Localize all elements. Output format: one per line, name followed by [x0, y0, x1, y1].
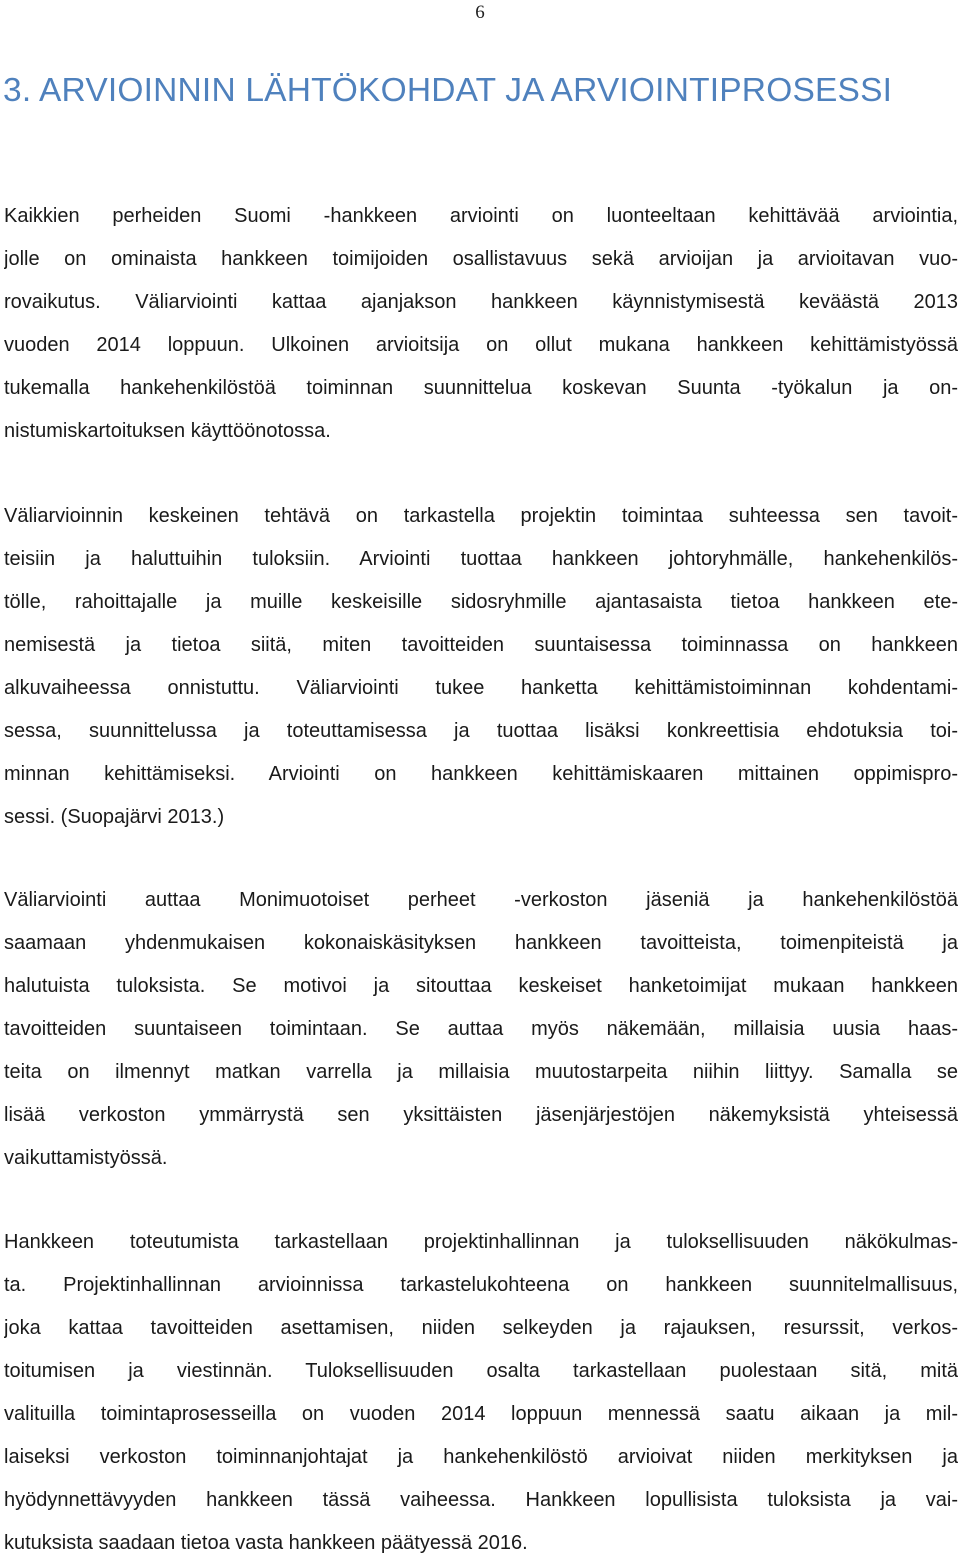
- text-line: vaikuttamistyössä.: [4, 1147, 168, 1169]
- paragraph-2: [4, 495, 958, 839]
- text-line: minnan kehittämiseksi. Arviointi on hankkeen kehittämiskaaren mittainen oppimispro-: [4, 763, 958, 785]
- text-line: kutuksista saadaan tietoa vasta hankkeen päätyessä 2016.: [4, 1532, 528, 1554]
- text-line: joka kattaa tavoitteiden asettamisen, niiden selkeyden ja rajauksen, resurssit, verkos-: [4, 1317, 958, 1339]
- text-line: laiseksi verkoston toiminnanjohtajat ja hankehenkilöstö arvioivat niiden merkityksen ja: [4, 1446, 958, 1468]
- paragraph-3: [4, 879, 958, 1180]
- paragraph-4: [4, 1221, 958, 1565]
- text-line: teisiin ja haluttuihin tuloksiin. Arviointi tuottaa hankkeen johtoryhmälle, hankehenkilös-: [4, 548, 958, 570]
- text-line: vuoden 2014 loppuun. Ulkoinen arvioitsija on ollut mukana hankkeen kehittämistyössä: [4, 334, 958, 356]
- section-heading: 3. ARVIOINNIN LÄHTÖKOHDAT JA ARVIOINTIPROSESSI: [3, 72, 893, 109]
- text-line: ta. Projektinhallinnan arvioinnissa tarkastelukohteena on hankkeen suunnitelmallisuus,: [4, 1274, 958, 1296]
- text-line: toitumisen ja viestinnän. Tuloksellisuuden osalta tarkastellaan puolestaan sitä, mitä: [4, 1360, 958, 1382]
- text-line: nistumiskartoituksen käyttöönotossa.: [4, 420, 331, 442]
- text-line: Väliarvioinnin keskeinen tehtävä on tarkastella projektin toimintaa suhteessa sen tavoit-: [4, 505, 958, 527]
- text-line: rovaikutus. Väliarviointi kattaa ajanjakson hankkeen käynnistymisestä keväästä 2013: [4, 291, 958, 313]
- text-line: lisää verkoston ymmärrystä sen yksittäisten jäsenjärjestöjen näkemyksistä yhteisessä: [4, 1104, 958, 1126]
- text-line: halutuista tuloksista. Se motivoi ja sitouttaa keskeiset hanketoimijat mukaan hankkeen: [4, 975, 958, 997]
- paragraph-1: [4, 195, 958, 453]
- text-line: nemisestä ja tietoa siitä, miten tavoitteiden suuntaisessa toiminnassa on hankkeen: [4, 634, 958, 656]
- text-line: valituilla toimintaprosesseilla on vuoden 2014 loppuun mennessä saatu aikaan ja mil-: [4, 1403, 958, 1425]
- text-line: jolle on ominaista hankkeen toimijoiden osallistavuus sekä arvioijan ja arvioitavan vuo-: [4, 248, 958, 270]
- text-line: alkuvaiheessa onnistuttu. Väliarviointi tukee hanketta kehittämistoiminnan kohdentami-: [4, 677, 958, 699]
- text-line: hyödynnettävyyden hankkeen tässä vaiheessa. Hankkeen lopullisista tuloksista ja vai-: [4, 1489, 958, 1511]
- text-line: teita on ilmennyt matkan varrella ja millaisia muutostarpeita niihin liittyy. Samalla se: [4, 1061, 958, 1083]
- text-line: saamaan yhdenmukaisen kokonaiskäsityksen hankkeen tavoitteista, toimenpiteistä ja: [4, 932, 958, 954]
- text-line: Väliarviointi auttaa Monimuotoiset perheet -verkoston jäseniä ja hankehenkilöstöä: [4, 889, 958, 911]
- text-line: tavoitteiden suuntaiseen toimintaan. Se auttaa myös näkemään, millaisia uusia haas-: [4, 1018, 958, 1040]
- text-line: tukemalla hankehenkilöstöä toiminnan suunnittelua koskevan Suunta -työkalun ja on-: [4, 377, 958, 399]
- text-line: sessi. (Suopajärvi 2013.): [4, 806, 225, 828]
- page-number: 6: [475, 2, 485, 23]
- text-line: tölle, rahoittajalle ja muille keskeisille sidosryhmille ajantasaista tietoa hankkeen ete-: [4, 591, 958, 613]
- text-line: Hankkeen toteutumista tarkastellaan projektinhallinnan ja tuloksellisuuden näkökulmas-: [4, 1231, 958, 1253]
- text-line: sessa, suunnittelussa ja toteuttamisessa ja tuottaa lisäksi konkreettisia ehdotuksia toi-: [4, 720, 958, 742]
- text-line: Kaikkien perheiden Suomi -hankkeen arviointi on luonteeltaan kehittävää arviointia,: [4, 205, 958, 227]
